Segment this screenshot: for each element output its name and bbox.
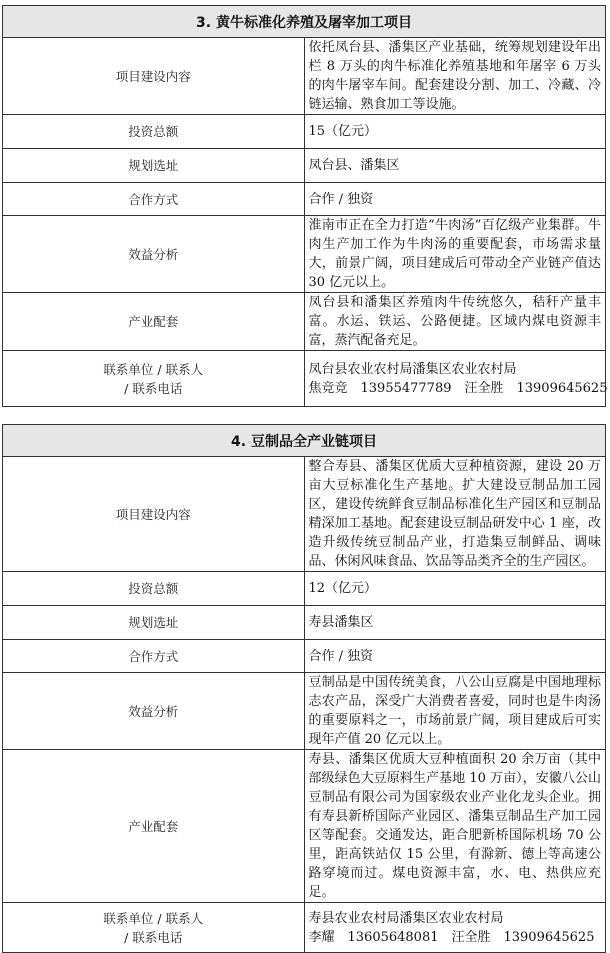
project-3-table	[2, 5, 606, 407]
contact-people: 李耀 13605648081 汪全胜 13909645625	[308, 929, 595, 945]
cooperation-label: 合作方式	[3, 183, 305, 216]
investment-value: 15（亿元）	[304, 115, 606, 149]
support-value: 寿县、潘集区优质大豆种植面积 20 余万亩（其中部级绿色大豆原料生产基地 10 万亩），安徽八公山豆制品有限公司为国家级农业产业化龙头企业。拥有寿县新桥国际产业园区、潘集豆制品生产加工园区等配套。交通发达，距合肥新桥国际机场 70 公里，距高铁站仅 15 公里，有滁新、德上等高速公路穿境而过。煤电资源丰富，水、电、热供应充足。	[304, 750, 606, 903]
contact-value	[304, 351, 606, 407]
contact-unit: 寿县农业农村局潘集区农业农村局	[308, 910, 504, 926]
benefit-value: 豆制品是中国传统美食，八公山豆腐是中国地理标志农产品，深受广大消费者喜爱，同时也是牛肉汤的重要原料之一，市场前景广阔，项目建成后可实现年产值 20 亿元以上。	[304, 673, 606, 750]
project-4-title: 4. 豆制品全产业链项目	[3, 425, 606, 457]
contact-label-line-2: / 联系电话	[124, 380, 183, 396]
investment-label: 投资总额	[3, 115, 305, 149]
cooperation-value: 合作 / 独资	[304, 183, 606, 216]
contact-unit: 凤台县农业农村局潘集区农业农村局	[308, 361, 517, 377]
content-label: 项目建设内容	[3, 38, 305, 115]
support-label: 产业配套	[3, 750, 305, 903]
contact-label	[3, 903, 305, 953]
investment-label: 投资总额	[3, 572, 305, 606]
project-4-table	[2, 424, 606, 953]
contact-label-line-2: / 联系电话	[124, 929, 183, 945]
cooperation-label: 合作方式	[3, 640, 305, 673]
benefit-value: 淮南市正在全力打造“牛肉汤”百亿级产业集群。牛肉生产加工作为牛肉汤的重要配套，市场需求量大，前景广阔，项目建成后可带动全产业链产值达 30 亿元以上。	[304, 216, 606, 293]
benefit-label: 效益分析	[3, 216, 305, 293]
cooperation-value: 合作 / 独资	[304, 640, 606, 673]
content-value: 整合寿县、潘集区优质大豆种植资源，建设 20 万亩大豆标准化生产基地。扩大建设豆制品加工园区，建设传统鲜食豆制品标准化生产园区和豆制品精深加工基地。配套建设豆制品研发中心 1 座，改造升级传统豆制品产业，打造集豆制鲜品、调味品、休闲风味食品、饮品等品类齐全的生产园区。	[304, 457, 606, 572]
content-value: 依托凤台县、潘集区产业基础，统筹规划建设年出栏 8 万头的肉牛标准化养殖基地和年屠宰 6 万头的肉牛屠宰车间。配套建设分割、加工、冷藏、冷链运输、熟食加工等设施。	[304, 38, 606, 115]
contact-people: 焦竞竞 13955477789 汪全胜 13909645625	[308, 380, 608, 396]
contact-label-line-1: 联系单位 / 联系人	[103, 910, 204, 926]
benefit-label: 效益分析	[3, 673, 305, 750]
project-3-title: 3. 黄牛标准化养殖及屠宰加工项目	[3, 6, 606, 38]
contact-label	[3, 351, 305, 407]
content-label: 项目建设内容	[3, 457, 305, 572]
site-label: 规划选址	[3, 606, 305, 640]
site-value: 凤台县、潘集区	[304, 149, 606, 183]
contact-value	[304, 903, 606, 953]
investment-value: 12（亿元）	[304, 572, 606, 606]
support-label: 产业配套	[3, 293, 305, 351]
site-label: 规划选址	[3, 149, 305, 183]
site-value: 寿县潘集区	[304, 606, 606, 640]
support-value: 凤台县和潘集区养殖肉牛传统悠久，秸秆产量丰富。水运、铁运、公路便捷。区域内煤电资源丰富，蒸汽配备充足。	[304, 293, 606, 351]
contact-label-line-1: 联系单位 / 联系人	[103, 361, 204, 377]
